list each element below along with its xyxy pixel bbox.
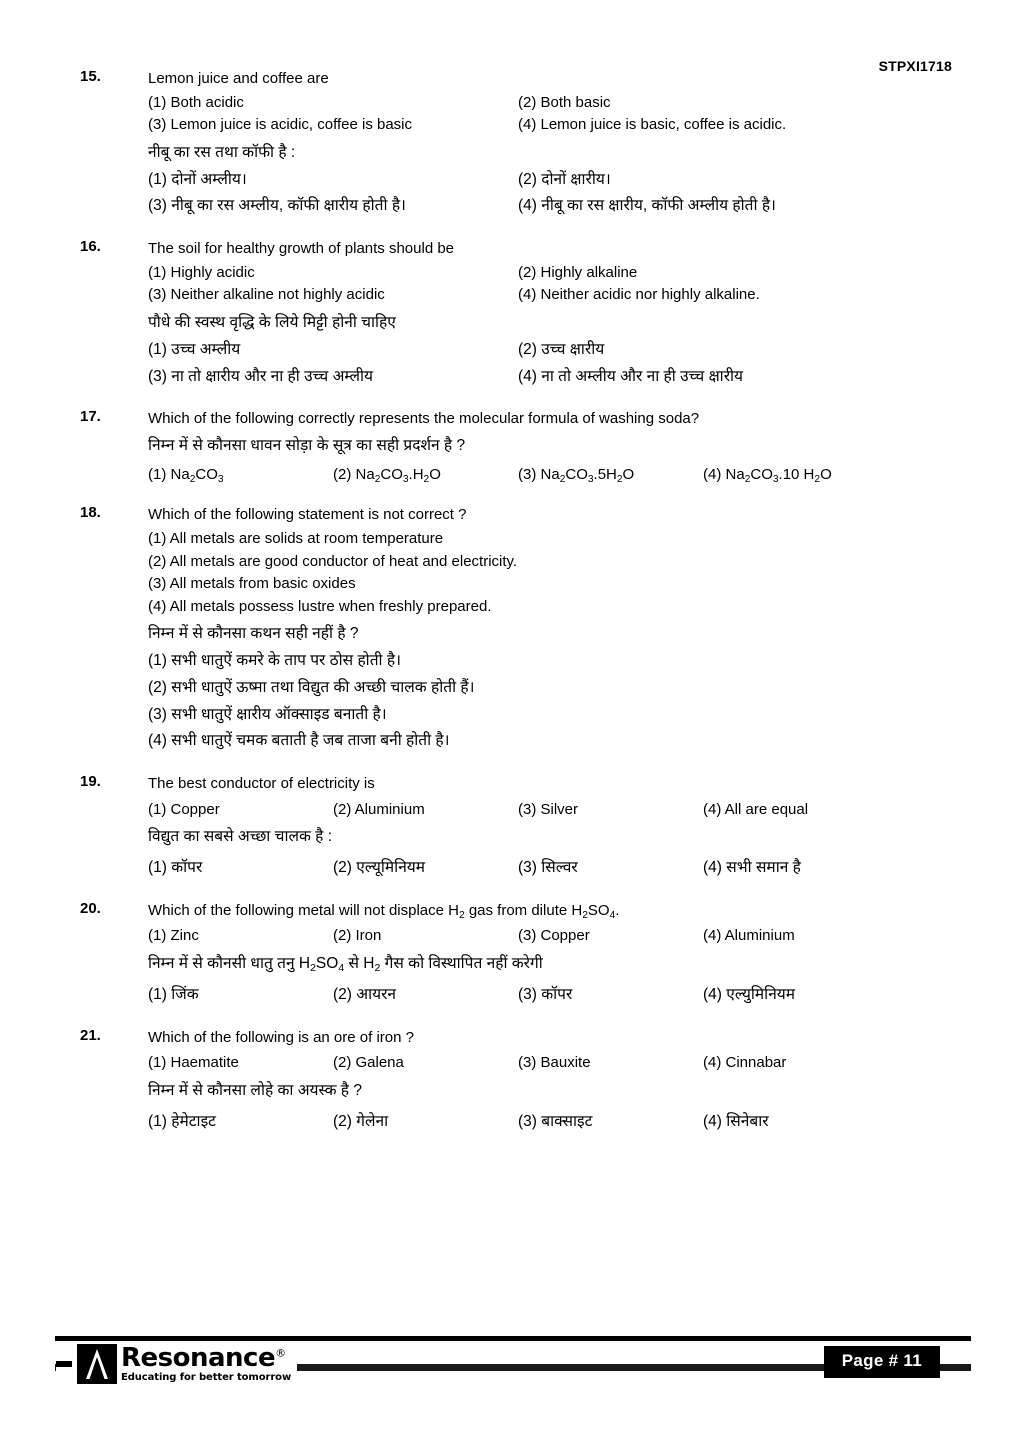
- option-2[interactable]: (2) All metals are good conductor of heat and electricity.: [148, 552, 518, 570]
- option-hi-2[interactable]: (2) एल्यूमिनियम: [333, 859, 426, 877]
- options-hi: [148, 1109, 960, 1136]
- option-hi-3[interactable]: (3) ना तो क्षारीय और ना ही उच्च अम्लीय: [148, 367, 374, 385]
- question-number: 17.: [80, 408, 101, 426]
- logo-tagline: Educating for better tomorrow: [121, 1372, 292, 1383]
- question-19: [80, 773, 960, 882]
- question-stem-en: Which of the following correctly represents the molecular formula of washing soda?: [148, 410, 700, 428]
- stem-hi-text-d: गैस को विस्थापित नहीं करेगी: [380, 954, 543, 972]
- question-stem-en: The soil for healthy growth of plants should be: [148, 240, 455, 258]
- question-stem-hi: विद्युत का सबसे अच्छा चालक है :: [148, 828, 333, 846]
- option-4[interactable]: (4) All are equal: [703, 800, 809, 818]
- option-hi-4[interactable]: (4) एल्युमिनियम: [703, 986, 796, 1003]
- question-number: 19.: [80, 772, 101, 790]
- question-number: 20.: [80, 899, 101, 917]
- logo-wordmark: [121, 1345, 291, 1371]
- options-hi: [148, 337, 960, 390]
- option-hi-4[interactable]: (4) सभी धातुऐं चमक बताती है जब ताजा बनी होती है।: [148, 732, 450, 750]
- option-hi-1[interactable]: (1) दोनों अम्लीय।: [148, 170, 247, 188]
- stem-hi-text-b: SO: [315, 954, 339, 972]
- option-hi-3[interactable]: (3) नीबू का रस अम्लीय, कॉफी क्षारीय होती है।: [148, 197, 406, 215]
- options-en: [148, 925, 960, 948]
- options-en: [148, 799, 960, 822]
- question-number: 15.: [80, 68, 101, 85]
- subscript-2: 2: [582, 909, 588, 921]
- subscript-3: 4: [609, 909, 616, 921]
- question-number: 21.: [80, 1026, 101, 1044]
- option-hi-3[interactable]: (3) बाक्साइट: [518, 1112, 593, 1130]
- options-en: [148, 528, 960, 618]
- option-hi-3[interactable]: (3) कॉपर: [518, 986, 573, 1003]
- stem-text-b: gas from dilute H: [464, 901, 583, 919]
- question-stem-en: Lemon juice and coffee are: [148, 70, 329, 87]
- options-en: [148, 92, 960, 137]
- option-hi-2[interactable]: (2) आयरन: [333, 986, 397, 1003]
- question-18: [80, 504, 960, 754]
- option-hi-4[interactable]: (4) सिनेबार: [703, 1112, 769, 1130]
- option-hi-1[interactable]: (1) हेमेटाइट: [148, 1112, 216, 1130]
- option-hi-2[interactable]: (2) सभी धातुऐं ऊष्मा तथा विद्युत की अच्छी चालक होती हैं।: [148, 678, 475, 696]
- options-en: [148, 262, 960, 307]
- option-hi-1[interactable]: (1) उच्च अम्लीय: [148, 340, 241, 358]
- option-hi-3[interactable]: (3) सिल्वर: [518, 859, 578, 877]
- option-hi-4[interactable]: (4) ना तो अम्लीय और ना ही उच्च क्षारीय: [518, 367, 744, 385]
- footer-rule-top: [55, 1336, 971, 1341]
- subscript-1: 2: [458, 909, 465, 921]
- logo-dash-left: [56, 1361, 72, 1367]
- option-hi-2[interactable]: (2) दोनों क्षारीय।: [518, 170, 611, 188]
- question-20: [80, 900, 960, 1009]
- option-hi-1[interactable]: (1) कॉपर: [148, 859, 203, 877]
- question-number: 16.: [80, 238, 101, 256]
- question-number: 18.: [80, 504, 101, 522]
- question-17: [80, 408, 960, 486]
- options-hi: [148, 167, 960, 220]
- option-4[interactable]: (4) $Na_2CO_3.10$ $H_2O$: [703, 465, 832, 485]
- option-1[interactable]: (1) Both acidic: [148, 93, 244, 111]
- question-stem-hi: पौधे की स्वस्थ वृद्धि के लिये मिट्टी होनी चाहिए: [148, 313, 396, 331]
- question-16: [80, 238, 960, 390]
- question-stem-hi: नीबू का रस तथा कॉफी है :: [148, 143, 296, 161]
- question-15: [80, 68, 960, 220]
- option-3[interactable]: (3) Copper: [518, 927, 590, 945]
- option-4[interactable]: (4) Neither acidic nor highly alkaline.: [518, 286, 760, 304]
- option-2[interactable]: (2) Both basic: [518, 93, 611, 111]
- option-4[interactable]: (4) Aluminium: [703, 927, 795, 945]
- stem-hi-text-c: से H: [344, 954, 375, 972]
- question-stem-en: Which of the following statement is not correct ?: [148, 506, 467, 524]
- option-hi-4[interactable]: (4) सभी समान है: [703, 859, 801, 877]
- option-1[interactable]: (1) Zinc: [148, 927, 199, 945]
- option-1[interactable]: (1) Copper: [148, 800, 220, 818]
- question-stem-en: The best conductor of electricity is: [148, 774, 375, 792]
- option-1[interactable]: (1) All metals are solids at room temperature: [148, 530, 444, 548]
- option-3[interactable]: (3) Neither alkaline not highly acidic: [148, 286, 385, 304]
- stem-text-a: Which of the following metal will not displace H: [148, 901, 459, 919]
- option-3[interactable]: (3) $Na_2CO_3.5H_2O$: [518, 465, 635, 485]
- option-1[interactable]: (1) Highly acidic: [148, 263, 255, 281]
- option-hi-2[interactable]: (2) गेलेना: [333, 1112, 389, 1130]
- option-3[interactable]: (3) Silver: [518, 800, 579, 818]
- option-2[interactable]: (2) Highly alkaline: [518, 263, 638, 281]
- option-2[interactable]: (2) Galena: [333, 1054, 404, 1072]
- options-formula: [148, 464, 960, 487]
- question-stem-en: [148, 900, 960, 922]
- option-3[interactable]: (3) Lemon juice is acidic, coffee is basic: [148, 116, 413, 134]
- question-stem-hi: निम्न में से कौनसा लोहे का अयस्क है ?: [148, 1081, 362, 1099]
- question-21: [80, 1027, 960, 1136]
- subscript-hi-2: 4: [338, 961, 345, 974]
- stem-hi-text-a: निम्न में से कौनसी धातु तनु H: [148, 954, 311, 972]
- stem-text-d: .: [615, 901, 620, 919]
- subscript-hi-1: 2: [310, 961, 316, 974]
- options-hi: [148, 982, 960, 1009]
- subscript-hi-3: 2: [374, 961, 381, 974]
- stem-text-c: SO: [587, 901, 610, 919]
- option-4[interactable]: (4) Cinnabar: [703, 1054, 787, 1072]
- options-en: [148, 1052, 960, 1075]
- option-hi-3[interactable]: (3) सभी धातुऐं क्षारीय ऑक्साइड बनाती है।: [148, 705, 387, 723]
- question-stem-hi: निम्न में से कौनसा कथन सही नहीं है ?: [148, 625, 359, 643]
- option-2[interactable]: (2) $Na_2CO_3.H_2O$: [333, 465, 441, 485]
- option-hi-1[interactable]: (1) जिंक: [148, 986, 199, 1003]
- paper-code: STPXI1718: [878, 58, 952, 74]
- page-footer: [0, 1328, 1024, 1448]
- option-3[interactable]: (3) All metals from basic oxides: [148, 575, 356, 593]
- option-4[interactable]: (4) All metals possess lustre when freshly prepared.: [148, 597, 492, 615]
- questions-container: [80, 68, 960, 1152]
- option-hi-1[interactable]: (1) सभी धातुऐं कमरे के ताप पर ठोस होती है।: [148, 652, 401, 670]
- resonance-logo: [56, 1344, 297, 1384]
- option-4[interactable]: (4) Lemon juice is basic, coffee is acidic.: [518, 116, 787, 134]
- options-hi: [148, 855, 960, 882]
- option-2[interactable]: (2) Iron: [333, 927, 382, 945]
- question-stem-hi: [148, 952, 960, 976]
- option-2[interactable]: (2) Aluminium: [333, 800, 425, 818]
- option-1[interactable]: (1) $Na_2CO_3$: [148, 465, 224, 485]
- resonance-mark-icon: [77, 1344, 117, 1384]
- options-hi: [148, 648, 960, 755]
- question-stem-hi: निम्न में से कौनसा धावन सोड़ा के सूत्र का सही प्रदर्शन है ?: [148, 436, 466, 454]
- option-hi-2[interactable]: (2) उच्च क्षारीय: [518, 340, 605, 358]
- page-number-badge: Page # 11: [824, 1346, 940, 1378]
- option-3[interactable]: (3) Bauxite: [518, 1054, 591, 1072]
- logo-name-text: Resonance: [121, 1343, 276, 1373]
- question-stem-en: Which of the following is an ore of iron ?: [148, 1028, 414, 1046]
- registered-trademark-icon: ®: [275, 1346, 286, 1360]
- option-hi-4[interactable]: (4) नीबू का रस क्षारीय, कॉफी अम्लीय होती है।: [518, 197, 776, 215]
- option-1[interactable]: (1) Haematite: [148, 1054, 239, 1072]
